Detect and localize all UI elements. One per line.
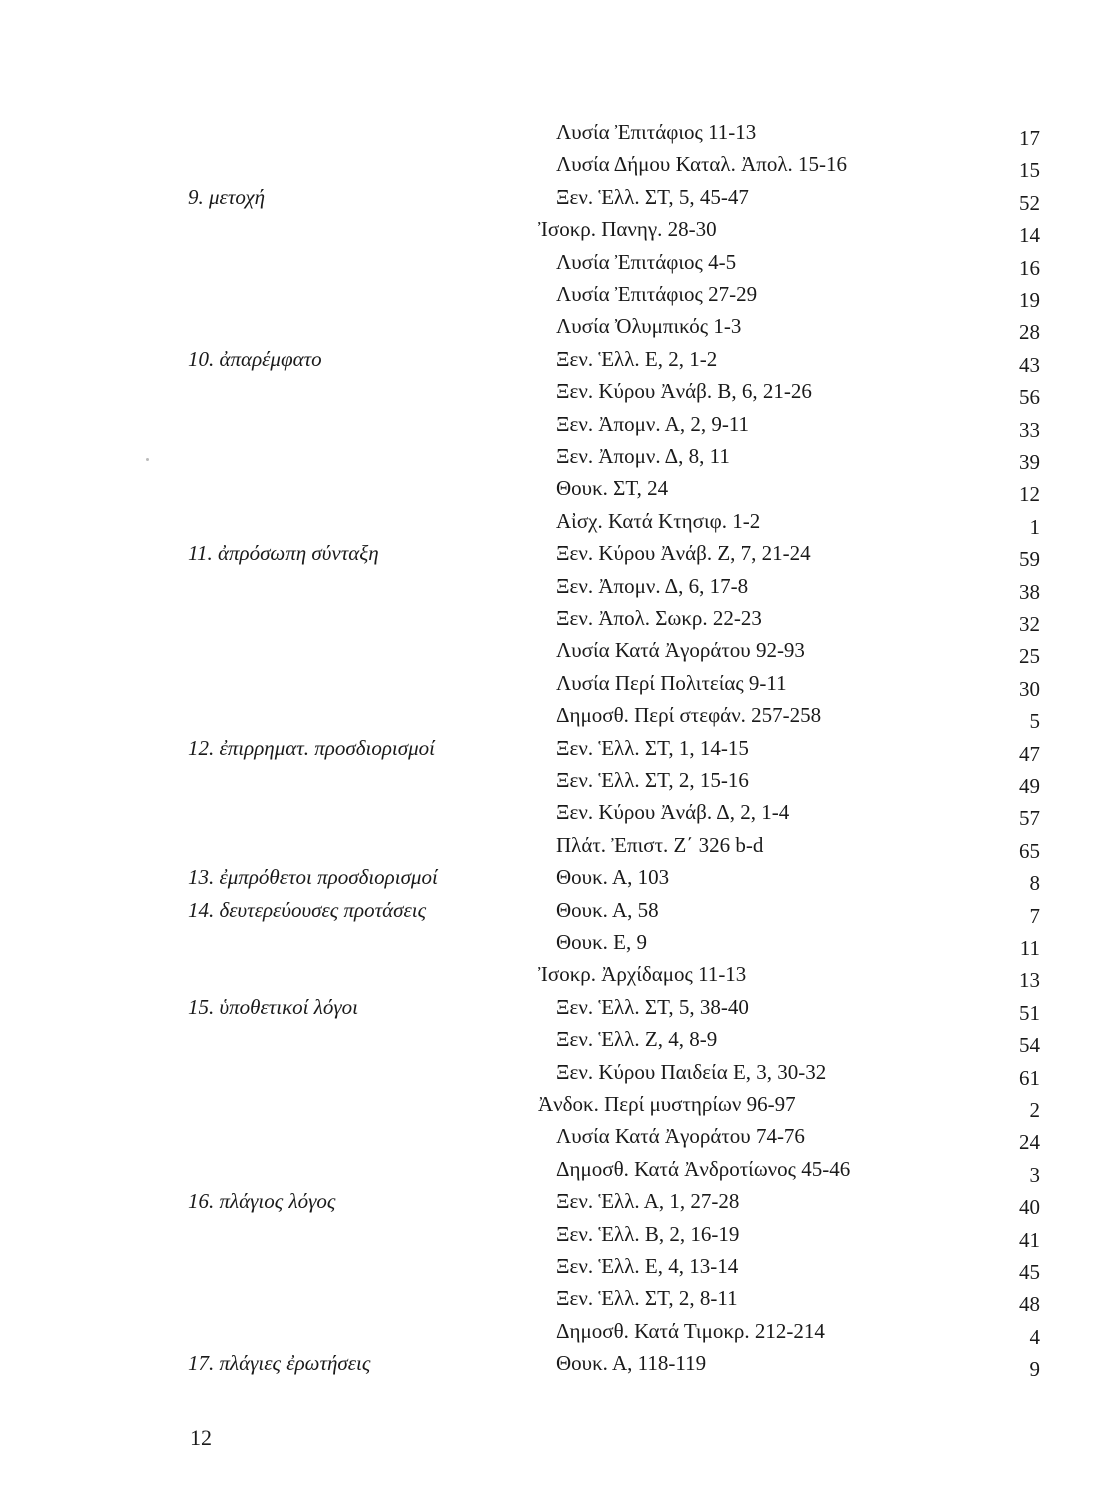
text-number: 61 (1019, 1065, 1040, 1090)
index-row (0, 766, 1098, 798)
text-reference: Λυσία Ἐπιτάφιος 4-5 (556, 249, 737, 274)
index-row (0, 442, 1098, 474)
text-number: 65 (1019, 838, 1040, 863)
text-reference: Ξεν. Ἑλλ. Α, 1, 27-28 (556, 1189, 740, 1214)
text-reference: Δημοσθ. Κατά Τιμοκρ. 212-214 (556, 1318, 825, 1343)
index-row (0, 377, 1098, 409)
text-reference: Ἰσοκρ. Πανηγ. 28-30 (538, 217, 717, 242)
index-row (0, 215, 1098, 247)
text-number: 57 (1019, 806, 1040, 831)
category-label: 11. ἀπρόσωπη σύνταξη (188, 541, 379, 566)
text-number: 56 (1019, 385, 1040, 410)
text-reference: Ξεν. Ἑλλ. ΣΤ, 5, 45-47 (556, 184, 749, 209)
text-reference: Ξεν. Ἑλλ. ΣΤ, 2, 15-16 (556, 768, 749, 792)
text-number: 15 (1019, 158, 1040, 183)
text-number: 51 (1019, 1000, 1040, 1025)
category-label: 14. δευτερεύουσες προτάσεις (188, 897, 427, 922)
index-row (0, 604, 1098, 636)
text-number: 7 (1029, 903, 1040, 928)
text-reference: Ἀνδοκ. Περί μυστηρίων 96-97 (538, 1092, 796, 1116)
text-reference: Πλάτ. Ἐπιστ. Ζ΄ 326 b-d (556, 832, 764, 857)
text-number: 16 (1019, 255, 1040, 280)
text-number: 43 (1019, 352, 1040, 377)
index-row (0, 1220, 1098, 1252)
category-label: 17. πλάγιες ἐρωτήσεις (188, 1351, 371, 1376)
index-row (0, 1058, 1098, 1090)
text-reference: Ξεν. Ἑλλ. Β, 2, 16-19 (556, 1221, 740, 1246)
text-reference: Θουκ. Α, 118-119 (556, 1351, 707, 1376)
text-number: 41 (1019, 1227, 1040, 1252)
text-number: 5 (1029, 709, 1040, 734)
text-reference: Θουκ. Α, 103 (556, 865, 670, 890)
index-row (0, 863, 1098, 895)
index-row (0, 831, 1098, 863)
index-row (0, 1317, 1098, 1349)
text-reference: Λυσία Ἐπιτάφιος 27-29 (556, 282, 758, 306)
text-number: 59 (1019, 547, 1040, 572)
text-reference: Ξεν. Ἀπομν. Δ, 6, 17-8 (556, 573, 749, 598)
text-number: 11 (1019, 936, 1040, 960)
index-row (0, 118, 1098, 150)
text-reference: Λυσία Ἐπιτάφιος 11-13 (556, 120, 757, 144)
text-reference: Ξεν. Ἑλλ. Ζ, 4, 8-9 (556, 1027, 718, 1052)
text-reference: Ξεν. Κύρου Ἀνάβ. Ζ, 7, 21-24 (556, 541, 811, 566)
text-number: 30 (1019, 676, 1040, 701)
index-row (0, 993, 1098, 1025)
text-reference: Ξεν. Ἑλλ. Ε, 2, 1-2 (556, 346, 718, 371)
category-label: 9. μετοχή (188, 184, 266, 209)
text-reference: Αἰσχ. Κατά Κτησιφ. 1-2 (556, 508, 761, 533)
text-reference: Ξεν. Ἀπολ. Σωκρ. 22-23 (556, 606, 762, 630)
index-row (0, 1187, 1098, 1219)
text-reference: Ξεν. Ἑλλ. ΣΤ, 1, 14-15 (556, 735, 749, 760)
index-row (0, 896, 1098, 928)
text-reference: Λυσία Δήμου Καταλ. Ἀπολ. 15-16 (556, 152, 848, 177)
text-number: 8 (1029, 871, 1040, 896)
text-number: 13 (1019, 968, 1040, 993)
text-number: 49 (1019, 774, 1040, 798)
text-number: 17 (1019, 126, 1040, 150)
index-row (0, 928, 1098, 960)
index-row (0, 410, 1098, 442)
index-row (0, 960, 1098, 992)
index-row (0, 701, 1098, 733)
text-number: 45 (1019, 1260, 1040, 1284)
text-number: 24 (1019, 1130, 1040, 1155)
index-row (0, 1252, 1098, 1284)
text-reference: Ξεν. Ἑλλ. Ε, 4, 13-14 (556, 1254, 739, 1278)
index-row (0, 312, 1098, 344)
text-reference: Ξεν. Ἑλλ. ΣΤ, 2, 8-11 (556, 1286, 738, 1311)
index-row (0, 572, 1098, 604)
index-row (0, 1122, 1098, 1154)
text-reference: Ξεν. Κύρου Παιδεία Ε, 3, 30-32 (556, 1059, 827, 1084)
category-label: 16. πλάγιος λόγος (188, 1189, 336, 1214)
text-reference: Ξεν. Ἑλλ. ΣΤ, 5, 38-40 (556, 994, 749, 1019)
index-row (0, 539, 1098, 571)
index-row (0, 636, 1098, 668)
text-reference: Θουκ. ΣΤ, 24 (556, 476, 669, 501)
text-reference: Ξεν. Ἀπομν. Α, 2, 9-11 (556, 411, 750, 436)
text-reference: Θουκ. Α, 58 (556, 897, 659, 922)
text-number: 47 (1019, 741, 1040, 766)
index-row (0, 669, 1098, 701)
text-reference: Δημοσθ. Περί στεφάν. 257-258 (556, 703, 822, 728)
text-reference: Ξεν. Ἀπομν. Δ, 8, 11 (556, 444, 730, 468)
text-reference: Λυσία Κατά Ἀγοράτου 92-93 (556, 638, 805, 663)
text-reference: Λυσία Κατά Ἀγοράτου 74-76 (556, 1124, 805, 1149)
index-row (0, 1025, 1098, 1057)
text-reference: Ξεν. Κύρου Ἀνάβ. Β, 6, 21-26 (556, 379, 812, 404)
text-number: 12 (1019, 482, 1040, 507)
index-row (0, 1090, 1098, 1122)
text-number: 33 (1019, 417, 1040, 442)
text-number: 4 (1029, 1324, 1040, 1349)
text-number: 14 (1019, 223, 1040, 248)
text-number: 3 (1029, 1162, 1040, 1187)
text-number: 25 (1019, 644, 1040, 669)
text-number: 1 (1029, 514, 1040, 539)
text-number: 54 (1019, 1033, 1040, 1058)
index-row (0, 1155, 1098, 1187)
category-label: 13. ἐμπρόθετοι προσδιορισμοί (188, 865, 438, 890)
text-number: 19 (1019, 288, 1040, 312)
text-number: 48 (1019, 1292, 1040, 1317)
text-number: 39 (1019, 450, 1040, 474)
category-label: 12. ἐπιρρηματ. προσδιορισμοί (188, 735, 435, 760)
index-row (0, 1349, 1098, 1381)
text-reference: Λυσία Περί Πολιτείας 9-11 (556, 670, 787, 695)
category-label: 15. ὑποθετικοί λόγοι (188, 994, 358, 1019)
index-row (0, 798, 1098, 830)
text-number: 32 (1019, 612, 1040, 636)
index-row (0, 474, 1098, 506)
index-row (0, 183, 1098, 215)
text-number: 9 (1029, 1357, 1040, 1382)
text-number: 28 (1019, 320, 1040, 345)
text-reference: Θουκ. Ε, 9 (556, 930, 647, 954)
text-number: 38 (1019, 579, 1040, 604)
index-row (0, 248, 1098, 280)
index-row (0, 150, 1098, 182)
index-row (0, 1284, 1098, 1316)
text-reference: Ἰσοκρ. Ἀρχίδαμος 11-13 (538, 962, 747, 987)
text-reference: Δημοσθ. Κατά Ἀνδροτίωνος 45-46 (556, 1156, 851, 1181)
category-label: 10. ἀπαρέμφατο (188, 346, 322, 371)
index-row (0, 345, 1098, 377)
scan-speck (146, 458, 149, 461)
index-row (0, 507, 1098, 539)
text-reference: Ξεν. Κύρου Ἀνάβ. Δ, 2, 1-4 (556, 800, 790, 825)
index-row (0, 734, 1098, 766)
page-number: 12 (190, 1425, 212, 1450)
text-number: 40 (1019, 1195, 1040, 1220)
index-row (0, 280, 1098, 312)
text-number: 52 (1019, 190, 1040, 215)
text-number: 2 (1029, 1098, 1040, 1122)
text-reference: Λυσία Ὀλυμπικός 1-3 (556, 314, 742, 339)
